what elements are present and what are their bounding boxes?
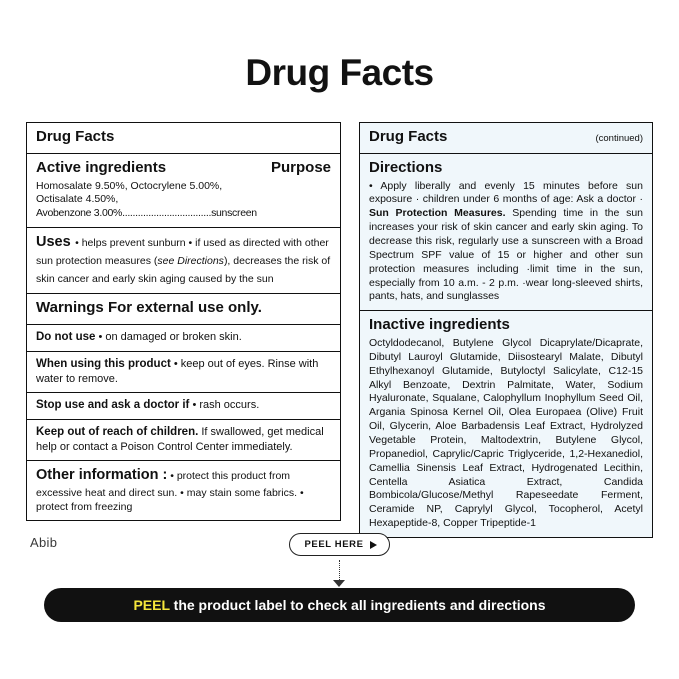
warning-row-label: When using this product — [36, 357, 171, 370]
panels-container — [0, 94, 679, 538]
right-panel-header-text: Drug Facts — [369, 128, 448, 145]
pointer-dotted-line — [339, 560, 340, 582]
inactive-ingredients-text: Octyldodecanol, Butylene Glycol Dicaprylate/Dicaprate, Dibutyl Lauroyl Glutamide, Diisostearyl Malate, Dibutyl Ethylhexanoyl Glutamide, Butyloctyl Salicylate, C12-15 Alkyl Benzoate, Dextrin Palmitate, Water, Sodium Hyaluronate, Squalane, Calophyllum Inophyllum Seed Oil, Argania Spinosa Kernel Oil, Olea Europaea (Olive) Fruit Oil, Glycerin, Aloe Barbadensis Leaf Extract, Hydrolyzed Vegetable Protein, Maltodextrin, Butylene Glycol, Propanediol, Caprylic/Capric Triglyceride, 1,2-Hexanediol, Camellia Sinensis Leaf Extract, Hydrogenated Lecithin, Centella Asiatica Extract, Candida Bombicola/Glucose/Methyl Rapeseedate Ferment, Ceramide NP, Caprylyl Glycol, Tocopherol, Acetyl Hexapeptide-8, Copper Tripeptide-1 — [369, 336, 643, 530]
directions-bold-1: Sun Protection Measures. — [369, 207, 506, 220]
purpose-label: Purpose — [270, 158, 331, 176]
uses-text-2: ), decreases the risk of skin cancer and early skin aging caused by the sun — [36, 255, 331, 286]
warning-row-text — [36, 425, 331, 454]
other-information-text-block — [36, 466, 331, 514]
uses-heading: Uses — [36, 234, 71, 251]
uses-text-1: • helps prevent sunburn • if used as directed with other sun protection measures ( — [36, 237, 329, 268]
directions-text-2: Spending time in the sun increases your risk of skin cancer and early skin aging. To decrease this risk, regularly use a sunscreen with a Broad Spectrum SPF value of 15 or higher and other sun protection measures including ·limit time in the sun, especially from 10 a.m. - 2 p.m. ·wear long-sleeved shirts, pants, hats, and sunglasses — [369, 207, 644, 303]
continued-label: (continued) — [595, 133, 643, 144]
warning-row-body: • keep out of eyes. Rinse with water to remove. — [36, 357, 319, 385]
active-ingredients-line-2: Octisalate 4.50%, — [36, 193, 119, 206]
peel-banner-rest: the product label to check all ingredients and directions — [169, 597, 546, 613]
warning-row-label: Stop use and ask a doctor if — [36, 399, 190, 411]
active-ingredients-header-row — [36, 159, 331, 178]
directions-heading: Directions — [369, 158, 443, 176]
arrow-right-icon — [370, 541, 377, 549]
right-panel-header-row — [369, 128, 643, 147]
peel-here-button-wrap — [0, 533, 679, 556]
warning-row-text — [36, 398, 331, 413]
arrow-down-icon — [333, 580, 345, 587]
peel-banner — [44, 588, 635, 622]
warning-row-stop-use — [27, 393, 340, 420]
active-ingredients-heading: Active ingredients — [36, 158, 167, 176]
right-panel-header — [360, 123, 652, 154]
inactive-ingredients-heading: Inactive ingredients — [369, 316, 510, 334]
uses-text-block — [36, 233, 331, 287]
warning-row-text — [36, 357, 331, 386]
directions-section — [360, 154, 652, 311]
warning-row-label: Do not use — [36, 330, 96, 343]
warnings-heading: Warnings For external use only. — [36, 299, 262, 317]
directions-text-1: • Apply liberally and evenly 15 minutes before sun exposure · children under 6 months of age: Ask a doctor · — [369, 179, 643, 206]
warning-row-label: Keep out of reach of children. — [36, 425, 199, 438]
warning-row-text — [36, 330, 331, 345]
peel-banner-text — [133, 597, 545, 613]
left-panel-header — [27, 123, 340, 154]
inactive-ingredients-section — [360, 311, 652, 537]
active-ingredients-line-1: Homosalate 9.50%, Octocrylene 5.00%, — [36, 179, 223, 192]
active-ingredients-line-3: Avobenzone 3.00%..................................sunscreen — [36, 207, 257, 220]
uses-text-italic: see Directions — [157, 255, 224, 268]
peel-here-label: PEEL HERE — [304, 539, 364, 550]
left-panel-header-text: Drug Facts — [36, 128, 115, 145]
other-information-heading: Other information : — [36, 467, 168, 484]
uses-section — [27, 228, 340, 294]
warning-row-do-not-use — [27, 325, 340, 352]
brand-label: Abib — [30, 535, 58, 550]
warning-row-body: • rash occurs. — [192, 399, 260, 411]
directions-text-block — [369, 180, 643, 305]
other-information-section — [27, 461, 340, 520]
peel-banner-highlight: PEEL — [133, 597, 170, 613]
warning-row-when-using — [27, 352, 340, 393]
page-title: Drug Facts — [245, 52, 434, 93]
warning-row-keep-out-of-reach — [27, 420, 340, 461]
other-information-body: • protect this product from excessive heat and direct sun. • may stain some fabrics. • protect from freezing — [36, 470, 304, 514]
warning-row-body: • on damaged or broken skin. — [98, 330, 242, 343]
warnings-section — [27, 294, 340, 325]
warning-row-body: If swallowed, get medical help or contact a Poison Control Center immediately. — [36, 425, 324, 453]
left-drug-facts-panel — [26, 122, 341, 521]
peel-here-button[interactable] — [289, 533, 389, 556]
active-ingredients-section — [27, 154, 340, 228]
right-drug-facts-panel — [359, 122, 653, 538]
